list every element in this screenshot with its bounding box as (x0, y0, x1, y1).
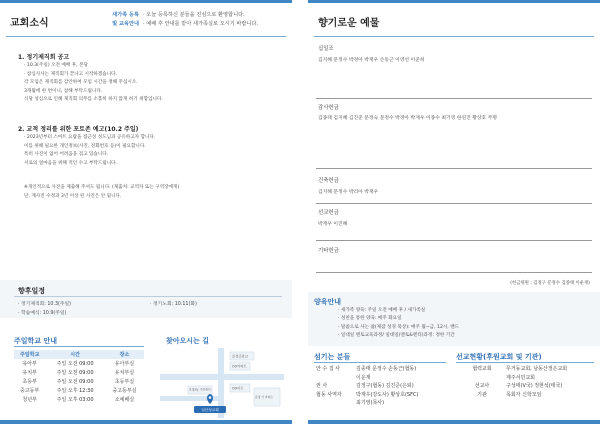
offering-divider (316, 98, 592, 99)
offering-names: 김지혜 문정수 박리아 박재우 (318, 190, 379, 195)
offering-committee-note: (헌금위원 : 김정구 문정수 김종태 이운재) (510, 281, 590, 286)
mission-list: 협력교회 무거동교회, 남동산정은교회 제주서민교회 선교사 구성태(V국) 정현석(태국) 기관 목회자 신학모임 (472, 366, 568, 398)
schedule-item: · 정기노회: 10.11(화) (150, 302, 197, 307)
right-page (308, 0, 600, 424)
page-title: 향기로운 예물 (318, 18, 380, 29)
schedule-title: 향후일정 (18, 287, 46, 295)
offering-divider (316, 168, 592, 169)
list-item: · 일대일 멘토교육과정/ 일대일(멘토&멘티)과정: 정한 기간 (338, 333, 455, 339)
offering-label: 기타헌금 (318, 248, 339, 254)
offering-names: 김지혜 문정수 박경아 박재우 손동근 이영선 이준희 (318, 58, 425, 63)
school-title: 주일학교 안내 (14, 337, 58, 345)
welcome-notice: 새가족 등록 · 오늘 등록하신 분들을 진심으로 환영합니다. 및 교육안내 · 예배 후 안내를 받아 새가족실로 오시기 바랍니다. (112, 12, 259, 27)
table-row: 초등부 주일 오전 09:00 초등부실 (22, 379, 135, 385)
bottom-accent-bar (0, 420, 292, 424)
section-body-1: · 10.3(주일) 오전 예배 후, 본당 · 참심사사는 제직회가 끝나고 시작하겠습니다. 각 모임은 제직회를 감안하여 모임 시간을 정해 주십시오. 3개월에 한 번이니, 참해 부탁드립니다. 식당 성심으로 인해 제직회 의무를 소홀히 하지 않게 하기 위함입니다. (24, 63, 163, 103)
servers-list: 안 수 집 사 김종태 문정수 손동근(협동) 이운재 권 사 김정구(협동) 김진준(은퇴) 협동 사역자 박재우(강도사) 황상호(SFC) 최기영(목사) (316, 366, 419, 407)
table-row: 유치부 주일 오전 09:00 유치부실 (22, 370, 135, 376)
left-page (0, 0, 292, 424)
offering-label: 선교헌금 (318, 210, 339, 216)
map-place-label: OO아파트 (232, 364, 247, 369)
list-item: · 성찬을 통한 양육: 매주 화요일 (338, 316, 402, 322)
map-title: 찾아오시는 길 (166, 337, 210, 345)
school-table: 주일학교 시간 장소 유아부 주일 오전 09:00 유아부실 유치부 주일 오전 09:00 유치부실 초등부 주일 오전 09:00 초등부실 중고등부 주일 오후 12:30 중고등부실 청년부 주일 오후 03:00 소예배실 (14, 350, 144, 404)
table-row: 청년부 주일 오후 03:00 소예배실 (22, 397, 135, 403)
location-map (160, 348, 284, 418)
offering-names: 박재우 이진혜 (318, 222, 348, 227)
offering-label: 건축헌금 (318, 178, 339, 184)
offering-label: 십일조 (318, 46, 334, 52)
section-title-2: 2. 교적 정리를 위한 포토존 예고(10.2 주일) (18, 126, 139, 133)
table-row: 유아부 주일 오전 09:00 유아부실 (22, 361, 135, 367)
page-title: 교회소식 (10, 18, 49, 29)
table-row: 중고등부 주일 오후 12:30 중고등부실 (19, 388, 137, 394)
church-label: 일산성교회 (201, 407, 219, 412)
map-place-label: 운정중학교 (232, 354, 248, 359)
offering-divider (316, 240, 592, 241)
section-body-2: · 2023년부터 스마트 요람을 접근성 성도님과 공유하고자 합니다. 이를 위해 필요한 개인정보(사진, 전화번호 등)이 필요합니다. 특히 사진이 없어 어려움을 겪고 있습니다. 서로의 얼마음을 위해 적인 수고 부탁드립니다. (24, 135, 156, 166)
header-divider (314, 36, 594, 37)
top-accent-bar (308, 0, 600, 3)
offering-label: 감사헌금 (318, 105, 339, 111)
schedule-item: · 학습예식: 10.9(주일) (18, 311, 67, 316)
header-divider (6, 36, 286, 37)
offering-divider (316, 203, 592, 204)
map-place-label: 운정 기 아파트 (255, 395, 273, 399)
mission-divider (456, 362, 594, 363)
offering-names: 김종태 김지혜 김진준 문정숙 문정수 박경아 박재우 이종수 최기영 한연진 황상호 무명 (318, 116, 497, 121)
bottom-accent-bar (308, 420, 600, 424)
servers-divider (314, 362, 446, 363)
map-place-label: 운정3동 주민센터 (189, 387, 211, 392)
schedule-item: · 정기제직회: 10.3(주일) (18, 302, 72, 307)
list-item: · 말씀으로 사는 삶(제잠 성경 묵상): 매주 월~금, 12시, 밴드 (338, 324, 460, 330)
servers-title: 섬기는 분들 (314, 353, 351, 361)
offering-divider (316, 272, 592, 273)
map-place-label: OO마트 (232, 386, 244, 391)
nurture-list (338, 307, 459, 341)
nurture-title: 양육안내 (314, 298, 342, 306)
top-accent-bar (0, 0, 292, 3)
section-title-1: 1. 정기제직회 공고 (18, 54, 70, 61)
schedule-divider (14, 296, 282, 297)
list-item: · 새가족 양육: 주일 오전 예배 후 / 새가족실 (338, 308, 426, 313)
section-note-2: ※개인적으로 사진을 제출해 주셔도 됩니다. (제출처: 교역자 또는 구역장에게) 단, 재사진 수정과 3년 이상 된 사진은 안 됩니다. (24, 185, 180, 199)
mission-title: 선교현황(후원교회 및 기관) (456, 353, 542, 361)
school-divider (14, 346, 144, 347)
